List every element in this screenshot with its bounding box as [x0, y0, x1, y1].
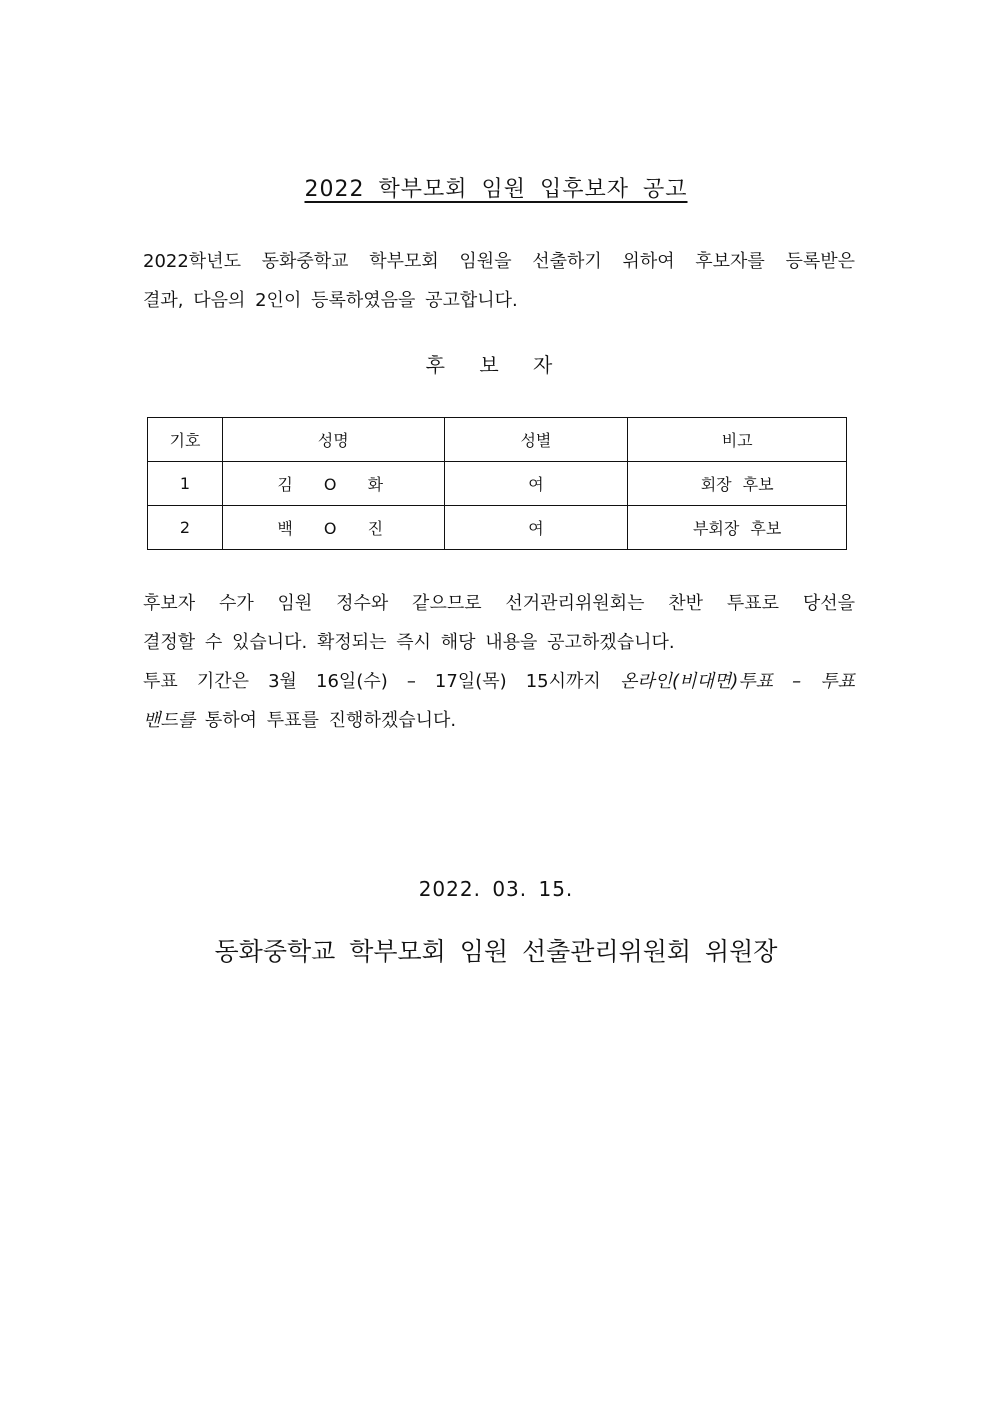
voting-closing-text: 통하여 투표를 진행하겠습니다.: [195, 710, 457, 731]
cell-gender: 여: [444, 506, 628, 550]
header-name: 성명: [222, 418, 444, 462]
voting-period-text: 투표 기간은 3월 16일(수) – 17일(목) 15시까지: [143, 671, 601, 692]
cell-number: 2: [148, 506, 223, 550]
intro-paragraph: [143, 242, 855, 320]
intro-line-1: 2022학년도 동화중학교 학부모회 임원을 선출하기 위하여 후보자를 등록받은: [143, 251, 855, 272]
signer: 동화중학교 학부모회 임원 선출관리위원회 위원장: [214, 937, 778, 966]
header-gender: 성별: [444, 418, 628, 462]
cell-remarks: 회장 후보: [628, 462, 847, 506]
cell-name: 김 O 화: [222, 462, 444, 506]
candidate-table: [147, 417, 847, 550]
notice-date: 2022. 03. 15.: [418, 877, 574, 901]
body-line-1: 후보자 수가 임원 정수와 같으므로 선거관리위원회는 찬반 투표로 당선을: [143, 593, 855, 614]
body-line-2: 결정할 수 있습니다. 확정되는 즉시 해당 내용을 공고하겠습니다.: [143, 632, 675, 653]
notice-title-text: 2022 학부모회 임원 입후보자 공고: [304, 177, 688, 202]
body-line-3: [143, 662, 855, 701]
cell-remarks: 부회장 후보: [628, 506, 847, 550]
table-header-row: [148, 418, 847, 462]
header-remarks: 비고: [628, 418, 847, 462]
header-number: 기호: [148, 418, 223, 462]
notice-title: [0, 172, 992, 203]
cell-number: 1: [148, 462, 223, 506]
body-paragraph: [143, 584, 855, 740]
body-line-4: [143, 701, 855, 740]
voting-band-text: 밴드를: [143, 710, 196, 731]
cell-gender: 여: [444, 462, 628, 506]
cell-name: 백 O 진: [222, 506, 444, 550]
table-row: [148, 462, 847, 506]
table-row: [148, 506, 847, 550]
intro-line-2: 결과, 다음의 2인이 등록하였음을 공고합니다.: [143, 290, 518, 311]
voting-method-text: 온라인(비대면)투표 – 투표: [619, 671, 855, 692]
section-heading: 후 보 자: [425, 353, 567, 377]
